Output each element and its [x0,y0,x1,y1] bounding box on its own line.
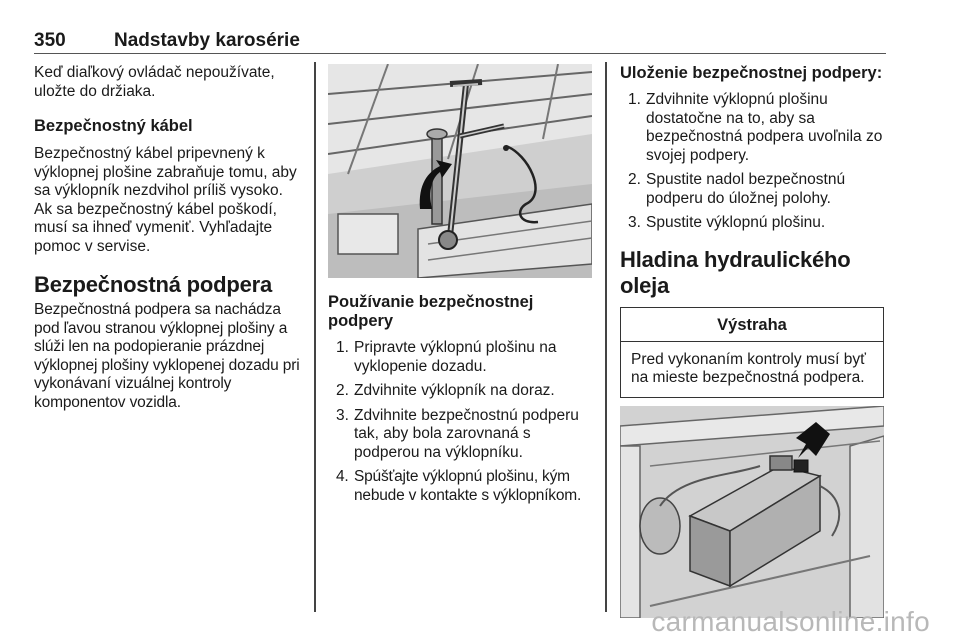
list-item [328,468,596,505]
step-text: Pripravte výklopnú plošinu na vyklopenie dozadu. [354,339,557,375]
middle-column [328,64,596,511]
safety-support-illustration [328,64,592,278]
cable-heading: Bezpečnostný kábel [34,117,193,135]
list-item [328,339,596,376]
support-heading: Bezpečnostná podpera [34,272,273,297]
right-column [620,64,888,618]
page-header [34,30,886,54]
warning-text: Pred vykonaním kontroly musí byť na mieste bezpečnostná podpera. [631,350,866,386]
list-item [620,171,888,208]
list-item [328,382,596,401]
step-number: 3. [336,406,349,424]
step-number: 2. [336,382,349,399]
storage-steps-list [620,91,888,233]
step-number: 1. [628,91,641,108]
step-text: Spúšťajte výklopnú plošinu, kým nebude v kontakte s výklopníkom. [354,468,582,504]
step-text: Spustite nadol bezpečnostnú podperu do úložnej polohy. [646,171,846,207]
storage-heading: Uloženie bezpečnostnej podpery: [620,64,883,82]
step-text: Zdvihnite výklopnú plošinu dostatočne na to, aby sa bezpečnostná podpera uvoľnila zo svojej podpery. [646,91,883,164]
column-divider-2 [605,62,607,612]
watermark: carmanualsonline.info [651,606,930,637]
cable-text: Bezpečnostný kábel pripevnený k výklopnej plošine zabraňuje tomu, aby sa výklopník nezdvihol príliš vysoko. Ak sa bezpečnostný kábel poškodí, musí sa ihneď vymeniť. Vyhľadajte pomoc v servise. [34,145,297,255]
list-item [620,214,888,233]
intro-text: Keď diaľkový ovládač nepoužívate, uložte do držiaka. [34,64,275,100]
hydraulic-heading: Hladina hydraulického oleja [620,246,851,298]
usage-steps-list [328,339,596,505]
left-column [34,64,304,412]
chapter-title: Nadstavby karosérie [114,30,300,51]
warning-title: Výstraha [621,308,883,342]
step-text: Zdvihnite výklopník na doraz. [354,382,555,399]
step-number: 4. [336,468,349,485]
safety-support-drawing [328,64,592,278]
step-number: 2. [628,171,641,188]
warning-box [620,307,884,398]
step-text: Spustite výklopnú plošinu. [646,214,826,231]
column-divider-1 [314,62,316,612]
page-number: 350 [34,30,66,51]
step-number: 3. [628,214,641,231]
hydraulic-oil-illustration [620,406,884,618]
usage-heading: Používanie bezpečnostnej podpery [328,293,534,330]
support-text: Bezpečnostná podpera sa nachádza pod ľavou stranou výklopnej plošiny a slúži len na podopieranie prázdnej výklopnej plošiny vyklopenej dozadu pri vykonávaní vizuálnej kontroly komponentov vozidla. [34,301,300,411]
list-item [620,91,888,165]
list-item [328,407,596,463]
hydraulic-unit-drawing [620,406,884,618]
step-text: Zdvihnite bezpečnostnú podperu tak, aby bola zarovnaná s podperou na výklopníku. [354,406,579,461]
step-number: 1. [336,339,349,356]
